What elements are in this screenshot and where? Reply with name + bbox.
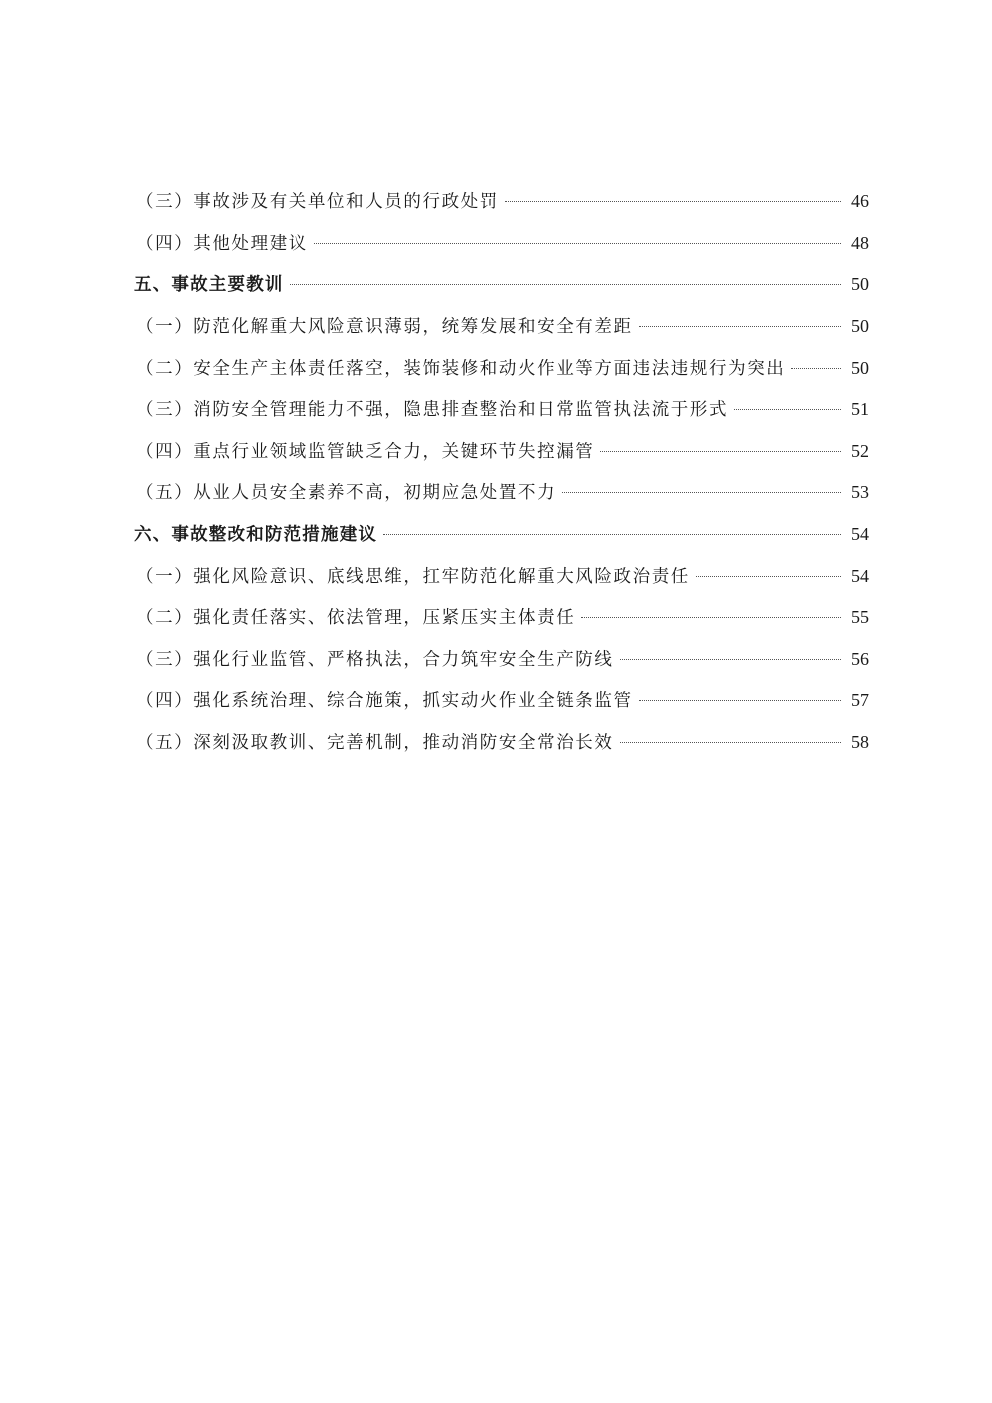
toc-section-label: 六、事故整改和防范措施建议 (134, 525, 378, 546)
dot-leader (791, 368, 841, 369)
dot-leader (639, 326, 841, 327)
toc-entry[interactable] (0, 554, 992, 596)
toc-entry-label: （二）强化责任落实、依法管理，压紧压实主体责任 (136, 608, 576, 629)
toc-entry-label: （四）重点行业领域监管缺乏合力，关键环节失控漏管 (136, 441, 595, 462)
toc-entry[interactable] (0, 305, 992, 347)
toc-entry-page: 50 (851, 274, 869, 295)
toc-entry-label: （二）安全生产主体责任落空，装饰装修和动火作业等方面违法违规行为突出 (136, 358, 786, 379)
toc-entry[interactable] (0, 222, 992, 264)
toc-entry-page: 52 (851, 440, 869, 461)
toc-entry[interactable] (0, 638, 992, 680)
toc-entry-label: （三）事故涉及有关单位和人员的行政处罚 (136, 192, 499, 213)
toc-entry[interactable] (0, 721, 992, 763)
toc-entry-label: （四）强化系统治理、综合施策，抓实动火作业全链条监管 (136, 691, 633, 712)
toc-section-heading[interactable] (0, 513, 992, 555)
dot-leader (696, 576, 841, 577)
toc-entry-label: （四）其他处理建议 (136, 233, 308, 254)
dot-leader (581, 617, 841, 618)
toc-entry-page: 58 (851, 732, 869, 753)
toc-entry[interactable] (0, 471, 992, 513)
toc-entry-label: （一）防范化解重大风险意识薄弱，统筹发展和安全有差距 (136, 317, 633, 338)
toc-entry-page: 50 (851, 316, 869, 337)
dot-leader (639, 700, 841, 701)
toc-entry[interactable] (0, 388, 992, 430)
toc-section-label: 五、事故主要教训 (134, 275, 284, 296)
table-of-contents (0, 180, 992, 762)
toc-entry-label: （五）深刻汲取教训、完善机制，推动消防安全常治长效 (136, 733, 614, 754)
dot-leader (505, 201, 841, 202)
dot-leader (562, 492, 841, 493)
toc-entry-page: 54 (851, 565, 869, 586)
toc-entry-label: （三）强化行业监管、严格执法，合力筑牢安全生产防线 (136, 649, 614, 670)
toc-section-heading[interactable] (0, 263, 992, 305)
toc-entry-page: 53 (851, 482, 869, 503)
toc-entry-page: 57 (851, 690, 869, 711)
toc-entry[interactable] (0, 679, 992, 721)
toc-entry-page: 50 (851, 357, 869, 378)
toc-entry[interactable] (0, 430, 992, 472)
dot-leader (290, 284, 841, 285)
toc-entry-page: 46 (851, 191, 869, 212)
dot-leader (314, 243, 841, 244)
dot-leader (620, 659, 842, 660)
toc-entry[interactable] (0, 346, 992, 388)
toc-entry-page: 56 (851, 648, 869, 669)
toc-entry-label: （三）消防安全管理能力不强，隐患排查整治和日常监管执法流于形式 (136, 400, 729, 421)
toc-entry-page: 55 (851, 607, 869, 628)
toc-entry-page: 48 (851, 232, 869, 253)
toc-entry-page: 51 (851, 399, 869, 420)
dot-leader (620, 742, 842, 743)
dot-leader (600, 451, 841, 452)
dot-leader (383, 534, 841, 535)
toc-entry[interactable] (0, 180, 992, 222)
toc-entry-label: （一）强化风险意识、底线思维，扛牢防范化解重大风险政治责任 (136, 566, 690, 587)
dot-leader (734, 409, 841, 410)
toc-entry[interactable] (0, 596, 992, 638)
toc-entry-page: 54 (851, 524, 869, 545)
toc-entry-label: （五）从业人员安全素养不高，初期应急处置不力 (136, 483, 557, 504)
